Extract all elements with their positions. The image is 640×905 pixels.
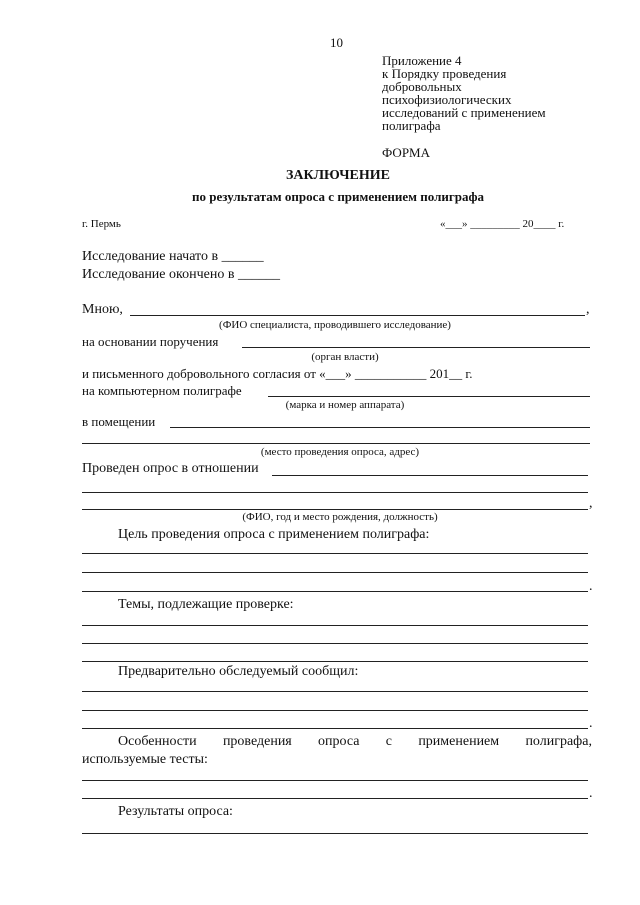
person-fill-line-3 [82, 509, 588, 510]
person-fill-line [272, 475, 588, 476]
person-hint: (ФИО, год и место рождения, должность) [242, 511, 438, 523]
appendix-line: к Порядку проведения [382, 66, 507, 81]
preliminary-fill-line [82, 691, 588, 692]
study-started: Исследование начато в ______ [82, 249, 264, 264]
place-hint: (место проведения опроса, адрес) [260, 446, 420, 458]
preliminary-label: Предварительно обследуемый сообщил: [118, 664, 359, 679]
form-label: ФОРМА [382, 145, 430, 160]
features-period: . [589, 786, 593, 801]
features-word: проведения [222, 734, 292, 749]
appendix-line: полиграфа [382, 118, 441, 133]
features-word: Особенности [118, 734, 197, 749]
preliminary-fill-line-2 [82, 710, 588, 711]
survey-regarding-label: Проведен опрос в отношении [82, 461, 259, 476]
topics-fill-line [82, 625, 588, 626]
features-word: с [385, 734, 393, 749]
specialist-fill-line [130, 315, 585, 316]
appendix-line: добровольных [382, 79, 462, 94]
appendix-line: исследований с применением [382, 105, 546, 120]
document-title: ЗАКЛЮЧЕНИЕ [285, 168, 391, 183]
features-fill-line-2 [82, 798, 588, 799]
device-fill-line [268, 396, 590, 397]
polygraph-label: на компьютерном полиграфе [82, 383, 242, 398]
results-label: Результаты опроса: [118, 804, 233, 819]
specialist-hint: (ФИО специалиста, проводившего исследование) [219, 319, 451, 331]
goal-fill-line-2 [82, 572, 588, 573]
results-fill-line [82, 833, 588, 834]
features-word: применением [418, 734, 500, 749]
features-word: полиграфа, [525, 734, 592, 749]
by-me-label: Мною, [82, 302, 123, 317]
date-placeholder: «___» _________ 20____ г. [440, 218, 565, 230]
authority-hint: (орган власти) [311, 351, 379, 363]
goal-fill-line-3 [82, 591, 588, 592]
goal-fill-line [82, 553, 588, 554]
by-me-comma: , [586, 302, 590, 317]
topics-fill-line-3 [82, 661, 588, 662]
room-label: в помещении [82, 414, 156, 429]
features-line [118, 735, 592, 749]
study-ended: Исследование окончено в ______ [82, 267, 280, 282]
person-fill-line-2 [82, 492, 588, 493]
goal-period: . [589, 579, 593, 594]
goal-label: Цель проведения опроса с применением полиграфа: [118, 527, 430, 542]
page-number: 10 [330, 35, 343, 50]
preliminary-period: . [589, 716, 593, 731]
features-word: опроса [318, 734, 360, 749]
topics-fill-line-2 [82, 643, 588, 644]
features-tests-label: используемые тесты: [82, 752, 208, 767]
order-basis-label: на основании поручения [82, 334, 219, 349]
document-subtitle: по результатам опроса с применением полиграфа [192, 189, 484, 204]
room-fill-line-2 [82, 443, 590, 444]
preliminary-fill-line-3 [82, 728, 588, 729]
appendix-line: Приложение 4 [382, 53, 462, 68]
authority-fill-line [242, 347, 590, 348]
device-hint: (марка и номер аппарата) [285, 399, 405, 411]
features-fill-line [82, 780, 588, 781]
person-comma: , [589, 496, 593, 511]
topics-label: Темы, подлежащие проверке: [118, 597, 294, 612]
appendix-line: психофизиологических [382, 92, 512, 107]
city-label: г. Пермь [82, 218, 121, 230]
consent-line: и письменного добровольного согласия от «___» ___________ 201__ г. [82, 366, 473, 381]
room-fill-line [170, 427, 590, 428]
